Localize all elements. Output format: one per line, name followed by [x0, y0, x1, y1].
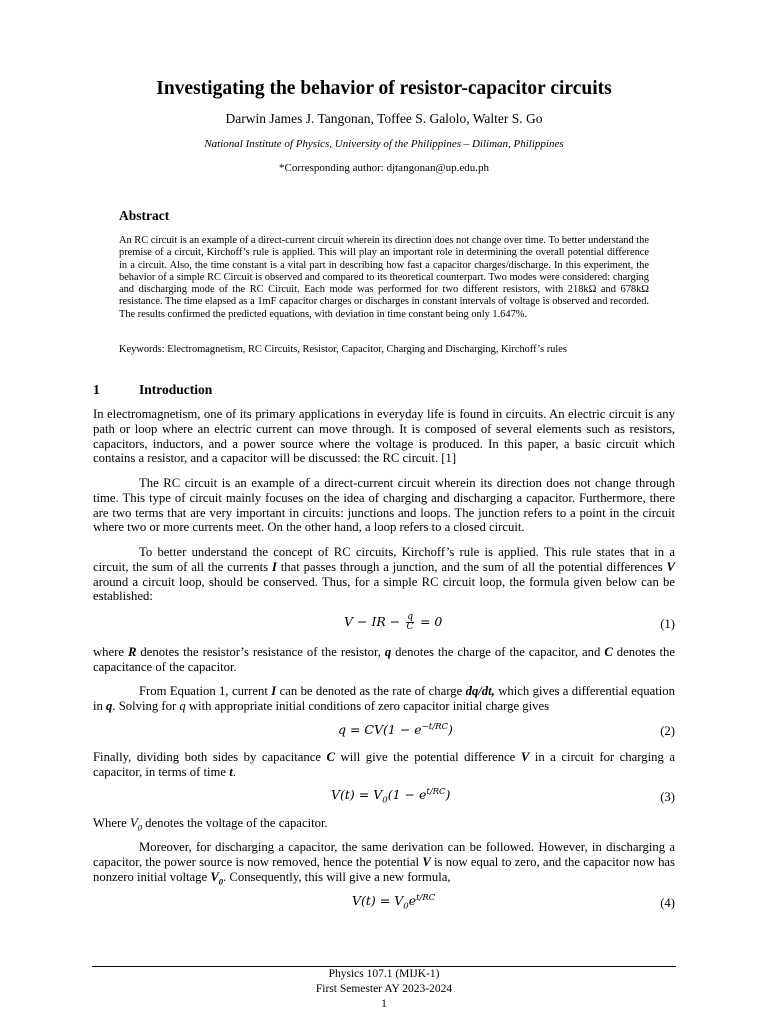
author-list: Darwin James J. Tangonan, Toffee S. Galolo, Walter S. Go [225, 111, 543, 126]
equation-2-number: (2) [660, 724, 675, 738]
equation-1: V − IR − $\frac{q}{C}$ = 0 [344, 612, 443, 632]
equation-3-number: (3) [660, 790, 675, 804]
paragraph-2: The RC circuit is an example of a direct-current circuit wherein its direction does not change through time. This type of circuit mainly focuses on the idea of charging and discharging a capacitor. Furthermore, there are two terms that are very important in circuits: junctions and loops. The junction refers to a point in the circuit where two or more currents meet. On the other hand, a loop refers to a closed circuit. [93, 476, 675, 535]
equation-3: $V(t) = V_0(1 - e^{t/RC})$ [331, 787, 451, 806]
footer-rule [92, 966, 676, 967]
equation-4-number: (4) [660, 896, 675, 910]
paragraph-1: In electromagnetism, one of its primary applications in everyday life is found in circuits. An electric circuit is any path or loop where an electric current can move through. It is composed of several elements such as resistors, capacitors, inductors, and a power source where the voltage is produced. In this paper, a basic circuit which contains a resistor, and a capacitor will be discussed: the RC circuit. [1] [93, 407, 675, 466]
equation-1-number: (1) [660, 617, 675, 631]
paper-title: Investigating the behavior of resistor-capacitor circuits [156, 78, 612, 99]
footer-semester: First Semester AY 2023-2024 [315, 983, 453, 995]
section-number: 1 [93, 382, 100, 397]
keywords: Keywords: Electromagnetism, RC Circuits, Resistor, Capacitor, Charging and Discharging, Kirchoff’s rules [119, 344, 567, 355]
section-title: Introduction [139, 382, 213, 397]
equation-4: $V(t) = V_0e^{t/RC}$ [352, 893, 436, 912]
footer-course: Physics 107.1 (MIJK-1) [328, 968, 440, 980]
abstract-heading: Abstract [119, 208, 170, 223]
paragraph-5: From Equation 1, current I can be denoted as the rate of charge dq/dt, which gives a differential equation in q. Solving for q with appropriate initial conditions of zero capacitor initial charge gives [93, 684, 675, 713]
paragraph-7: Where $V_0$ denotes the voltage of the capacitor. [93, 816, 328, 833]
corresponding-author: *Corresponding author: djtangonan@up.edu.ph [279, 162, 489, 174]
abstract-body: An RC circuit is an example of a direct-current circuit wherein its direction does not change over time. To better understand the premise of a circuit, Kirchoff’s rule is applied. This will play an important role in determining the overall potential difference in a circuit. Also, the time constant is a vital part in describing how fast a capacitor charges/discharge. In this experiment, the behavior of a simple RC Circuit is observed and compared to its theoretical counterpart. Two modes were considered: charging and discharging mode of the RC Circuit. Each mode was performed for two different resistors, with 218kΩ and 678kΩ resistance. The time elapsed as a 1mF capacitor charges or discharges in constant intervals of voltage is observed and recorded. The results confirmed the predicted equations, with deviation in time constant being only 1.647%. [119, 235, 649, 320]
affiliation: National Institute of Physics, University of the Philippines – Diliman, Philippines [204, 138, 564, 150]
paragraph-4: where R denotes the resistor’s resistance of the resistor, q denotes the charge of the capacitor, and C denotes the capacitance of the capacitor. [93, 645, 675, 674]
paragraph-8: Moreover, for discharging a capacitor, the same derivation can be followed. However, in discharging a capacitor, the power source is now removed, hence the potential V is now equal to zero, and the capacitor now has nonzero initial voltage $V_0$. Consequently, this will give a new formula, [93, 840, 675, 887]
equation-2: $q = CV(1 - e^{-t/RC})$ [338, 722, 453, 738]
page-number: 1 [381, 998, 387, 1010]
paragraph-6: Finally, dividing both sides by capacitance C will give the potential difference V in a circuit for charging a capacitor, in terms of time t. [93, 750, 675, 779]
paragraph-3: To better understand the concept of RC circuits, Kirchoff’s rule is applied. This rule states that in a circuit, the sum of all the currents I that passes through a junction, and the sum of all the potential differences V around a circuit loop, should be conserved. Thus, for a simple RC circuit loop, the formula given below can be established: [93, 545, 676, 604]
